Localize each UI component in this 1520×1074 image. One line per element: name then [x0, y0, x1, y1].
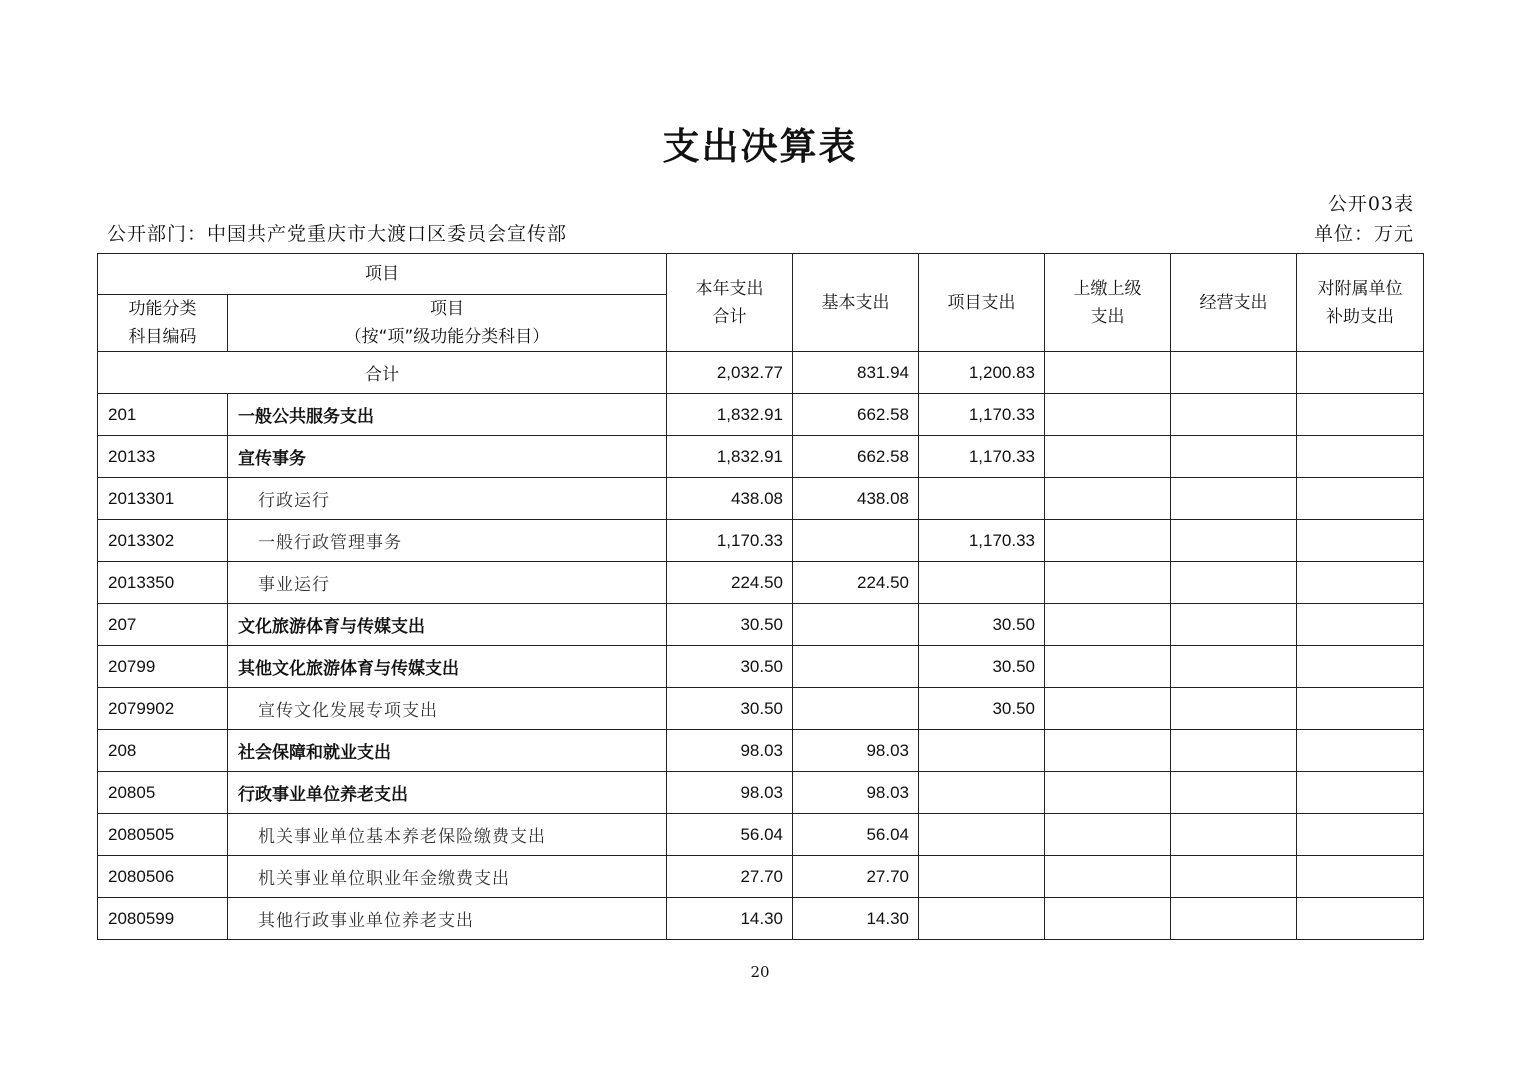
code-cell: 2080505: [98, 814, 228, 856]
upper-cell: [1045, 730, 1171, 772]
project-cell: [919, 898, 1045, 940]
table-row: [98, 730, 1424, 772]
header-item-group: 项目: [98, 254, 667, 295]
total-row: [98, 352, 1424, 394]
upper-cell: [1045, 562, 1171, 604]
name-cell: 文化旅游体育与传媒支出: [228, 604, 667, 646]
subsidy-cell: [1297, 730, 1424, 772]
table-row: [98, 646, 1424, 688]
subsidy-cell: [1297, 646, 1424, 688]
business-cell: [1171, 688, 1297, 730]
business-cell: [1171, 520, 1297, 562]
project-cell: 30.50: [919, 604, 1045, 646]
subsidy-cell: [1297, 478, 1424, 520]
basic-cell: 662.58: [793, 436, 919, 478]
basic-cell: [793, 520, 919, 562]
upper-cell: [1045, 352, 1171, 394]
business-cell: [1171, 436, 1297, 478]
basic-cell: [793, 646, 919, 688]
business-cell: [1171, 352, 1297, 394]
business-cell: [1171, 478, 1297, 520]
unit-label: 单位：万元: [1313, 223, 1414, 245]
header-business: 经营支出: [1171, 254, 1297, 352]
project-cell: [919, 478, 1045, 520]
expenditure-table: [97, 253, 1424, 940]
table-row: [98, 856, 1424, 898]
total-cell: 14.30: [667, 898, 793, 940]
business-cell: [1171, 856, 1297, 898]
upper-cell: [1045, 814, 1171, 856]
code-cell: 2079902: [98, 688, 228, 730]
total-cell: 1,832.91: [667, 436, 793, 478]
business-cell: [1171, 772, 1297, 814]
upper-cell: [1045, 772, 1171, 814]
code-cell: 201: [98, 394, 228, 436]
basic-cell: 224.50: [793, 562, 919, 604]
basic-cell: [793, 604, 919, 646]
total-label: 合计: [98, 352, 667, 394]
name-cell: 宣传事务: [228, 436, 667, 478]
department-label: 公开部门：中国共产党重庆市大渡口区委员会宣传部: [107, 223, 568, 245]
upper-cell: [1045, 394, 1171, 436]
business-cell: [1171, 898, 1297, 940]
basic-cell: 56.04: [793, 814, 919, 856]
name-cell: 其他行政事业单位养老支出: [228, 898, 667, 940]
upper-cell: [1045, 604, 1171, 646]
basic-cell: 14.30: [793, 898, 919, 940]
header-subsidy-line1: 对附属单位: [1317, 278, 1403, 299]
subsidy-cell: [1297, 856, 1424, 898]
name-cell: 机关事业单位基本养老保险缴费支出: [228, 814, 667, 856]
basic-cell: 438.08: [793, 478, 919, 520]
code-cell: 2013302: [98, 520, 228, 562]
table-row: [98, 436, 1424, 478]
business-cell: [1171, 646, 1297, 688]
header-code: [98, 295, 228, 352]
project-cell: 1,170.33: [919, 436, 1045, 478]
business-cell: [1171, 814, 1297, 856]
subsidy-cell: [1297, 562, 1424, 604]
form-code: 公开03表: [1327, 193, 1414, 215]
upper-cell: [1045, 646, 1171, 688]
total-cell: 56.04: [667, 814, 793, 856]
business-cell: [1171, 730, 1297, 772]
header-project: 项目支出: [919, 254, 1045, 352]
project-cell: [919, 814, 1045, 856]
name-cell: 宣传文化发展专项支出: [228, 688, 667, 730]
project-cell: 30.50: [919, 688, 1045, 730]
subsidy-cell: [1297, 520, 1424, 562]
total-cell: 30.50: [667, 646, 793, 688]
header-total-line1: 本年支出: [695, 278, 764, 299]
subsidy-cell: [1297, 898, 1424, 940]
code-cell: 2080599: [98, 898, 228, 940]
code-cell: 20799: [98, 646, 228, 688]
project-cell: [919, 730, 1045, 772]
table-row: [98, 562, 1424, 604]
upper-cell: [1045, 520, 1171, 562]
basic-cell: 662.58: [793, 394, 919, 436]
table-row: [98, 898, 1424, 940]
subsidy-cell: [1297, 436, 1424, 478]
project-cell: 1,170.33: [919, 520, 1045, 562]
page-title: 支出决算表: [662, 125, 858, 168]
project-cell: 1,170.33: [919, 394, 1045, 436]
total-cell: 27.70: [667, 856, 793, 898]
name-cell: 机关事业单位职业年金缴费支出: [228, 856, 667, 898]
project-cell: [919, 856, 1045, 898]
header-upper: [1045, 254, 1171, 352]
basic-cell: 98.03: [793, 730, 919, 772]
basic-cell: 98.03: [793, 772, 919, 814]
header-total-line2: 合计: [712, 306, 747, 327]
code-cell: 2013350: [98, 562, 228, 604]
subsidy-cell: [1297, 814, 1424, 856]
header-name-line1: 项目: [430, 299, 464, 319]
total-cell: 1,832.91: [667, 394, 793, 436]
code-cell: 207: [98, 604, 228, 646]
total-cell: 98.03: [667, 730, 793, 772]
header-name: [228, 295, 667, 352]
header-subsidy: [1297, 254, 1424, 352]
project-cell: [919, 772, 1045, 814]
name-cell: 一般行政管理事务: [228, 520, 667, 562]
header-upper-line1: 上缴上级: [1073, 278, 1142, 299]
subsidy-cell: [1297, 604, 1424, 646]
total-cell: 2,032.77: [667, 352, 793, 394]
header-code-line2: 科目编码: [128, 327, 197, 347]
header-row-top: [98, 254, 1424, 295]
header-total: [667, 254, 793, 352]
upper-cell: [1045, 856, 1171, 898]
business-cell: [1171, 604, 1297, 646]
basic-cell: [793, 688, 919, 730]
basic-cell: 27.70: [793, 856, 919, 898]
project-cell: [919, 562, 1045, 604]
subsidy-cell: [1297, 394, 1424, 436]
table-row: [98, 604, 1424, 646]
upper-cell: [1045, 898, 1171, 940]
subsidy-cell: [1297, 772, 1424, 814]
basic-cell: 831.94: [793, 352, 919, 394]
table-row: [98, 688, 1424, 730]
subsidy-cell: [1297, 688, 1424, 730]
header-code-line1: 功能分类: [128, 299, 197, 319]
name-cell: 行政事业单位养老支出: [228, 772, 667, 814]
total-cell: 1,170.33: [667, 520, 793, 562]
name-cell: 其他文化旅游体育与传媒支出: [228, 646, 667, 688]
table-row: [98, 814, 1424, 856]
upper-cell: [1045, 688, 1171, 730]
name-cell: 事业运行: [228, 562, 667, 604]
upper-cell: [1045, 436, 1171, 478]
name-cell: 一般公共服务支出: [228, 394, 667, 436]
header-subsidy-line2: 补助支出: [1326, 306, 1394, 327]
subsidy-cell: [1297, 352, 1424, 394]
business-cell: [1171, 394, 1297, 436]
table-row: [98, 478, 1424, 520]
name-cell: 行政运行: [228, 478, 667, 520]
total-cell: 30.50: [667, 604, 793, 646]
header-upper-line2: 支出: [1090, 306, 1125, 327]
total-cell: 30.50: [667, 688, 793, 730]
upper-cell: [1045, 478, 1171, 520]
total-cell: 224.50: [667, 562, 793, 604]
page-number: 20: [750, 963, 770, 981]
code-cell: 208: [98, 730, 228, 772]
header-basic: 基本支出: [793, 254, 919, 352]
code-cell: 2080506: [98, 856, 228, 898]
total-cell: 438.08: [667, 478, 793, 520]
name-cell: 社会保障和就业支出: [228, 730, 667, 772]
code-cell: 20133: [98, 436, 228, 478]
header-name-line2: （按“项”级功能分类科目）: [344, 327, 550, 347]
code-cell: 20805: [98, 772, 228, 814]
business-cell: [1171, 562, 1297, 604]
code-cell: 2013301: [98, 478, 228, 520]
project-cell: 1,200.83: [919, 352, 1045, 394]
project-cell: 30.50: [919, 646, 1045, 688]
table-row: [98, 772, 1424, 814]
table-row: [98, 394, 1424, 436]
table-row: [98, 520, 1424, 562]
total-cell: 98.03: [667, 772, 793, 814]
